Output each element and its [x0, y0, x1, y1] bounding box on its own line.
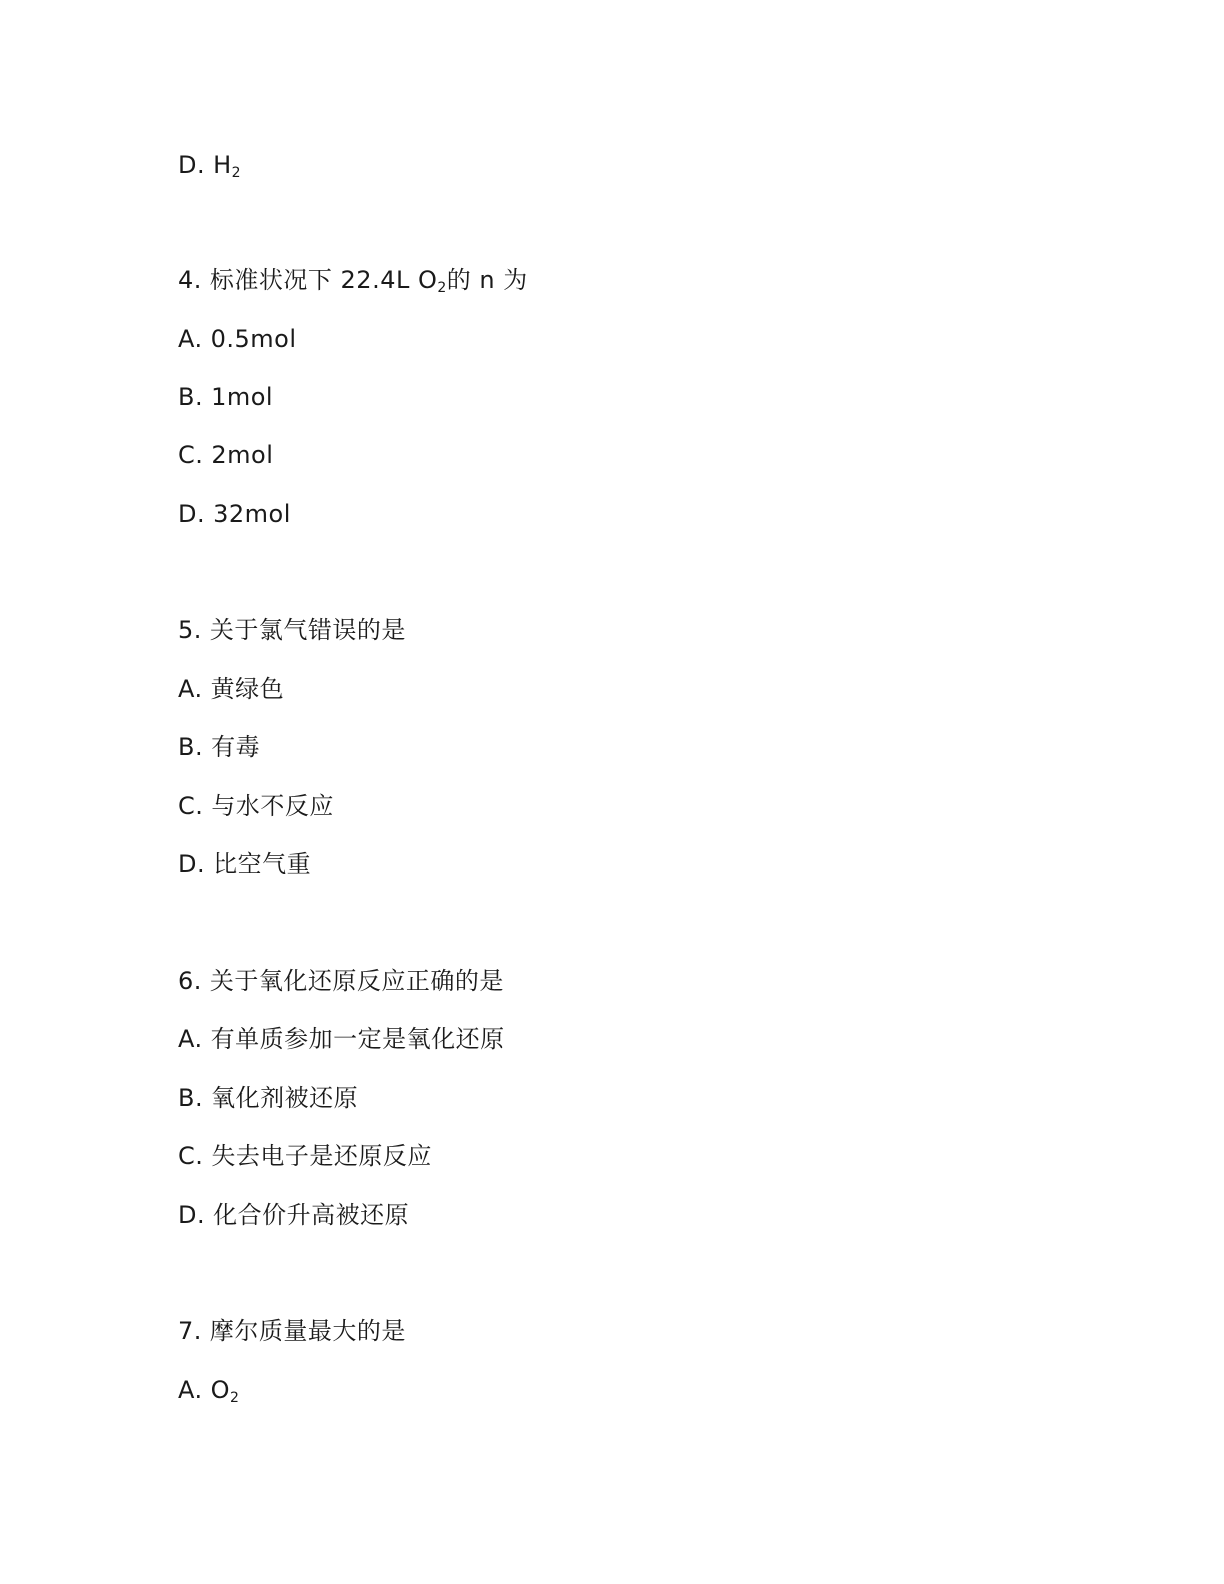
option-label: A. [178, 675, 203, 703]
option-label: C. [178, 1142, 204, 1170]
option-label: D. [178, 1201, 206, 1229]
option-text: 与水不反应 [211, 792, 334, 820]
option-label: B. [178, 383, 204, 411]
option-label: D. [178, 500, 206, 528]
option-label: D. [178, 151, 206, 179]
option-text: H [213, 151, 232, 179]
q6-option-a [178, 1024, 505, 1054]
option-label: A. [178, 325, 203, 353]
option-label: B. [178, 1084, 204, 1112]
question-text: 摩尔质量最大的是 [209, 1317, 406, 1345]
q4-option-c [178, 440, 273, 470]
q5-option-b [178, 732, 260, 762]
option-label: D. [178, 850, 206, 878]
q7-stem [178, 1316, 406, 1346]
option-text: 黄绿色 [210, 675, 285, 703]
q6-option-d [178, 1200, 409, 1230]
subscript: 2 [231, 165, 242, 181]
option-text: 2mol [211, 441, 274, 469]
q5-option-a [178, 674, 284, 704]
q5-stem [178, 615, 406, 645]
question-number: 4. [178, 266, 202, 294]
q5-option-c [178, 791, 334, 821]
subscript: 2 [230, 1390, 240, 1406]
question-text: 关于氧化还原反应正确的是 [209, 967, 504, 995]
option-label: B. [178, 733, 204, 761]
q6-option-c [178, 1141, 432, 1171]
option-text: 失去电子是还原反应 [211, 1142, 432, 1170]
option-text: 化合价升高被还原 [213, 1201, 410, 1229]
option-label: A. [178, 1025, 203, 1053]
subscript: 2 [437, 280, 447, 296]
option-text: 有单质参加一定是氧化还原 [210, 1025, 505, 1053]
q4-stem [178, 265, 528, 295]
question-text-tail: 的 n 为 [446, 266, 528, 294]
q6-stem [178, 966, 504, 996]
option-text: 比空气重 [213, 850, 312, 878]
q7-option-a [178, 1375, 239, 1405]
q3-option-d [178, 150, 241, 180]
question-text: 关于氯气错误的是 [209, 616, 406, 644]
option-text: 氧化剂被还原 [211, 1084, 359, 1112]
option-label: A. [178, 1376, 203, 1404]
option-text: O [210, 1376, 231, 1404]
question-number: 5. [178, 616, 202, 644]
q4-option-d [178, 499, 291, 529]
question-number: 6. [178, 967, 202, 995]
question-text: 标准状况下 22.4L O [209, 266, 438, 294]
option-label: C. [178, 441, 204, 469]
q6-option-b [178, 1083, 358, 1113]
option-text: 32mol [213, 500, 291, 528]
option-text: 有毒 [211, 733, 261, 761]
q5-option-d [178, 849, 311, 879]
q4-option-b [178, 382, 273, 412]
question-number: 7. [178, 1317, 202, 1345]
option-label: C. [178, 792, 204, 820]
option-text: 1mol [211, 383, 274, 411]
q4-option-a [178, 324, 297, 354]
option-text: 0.5mol [210, 325, 297, 353]
